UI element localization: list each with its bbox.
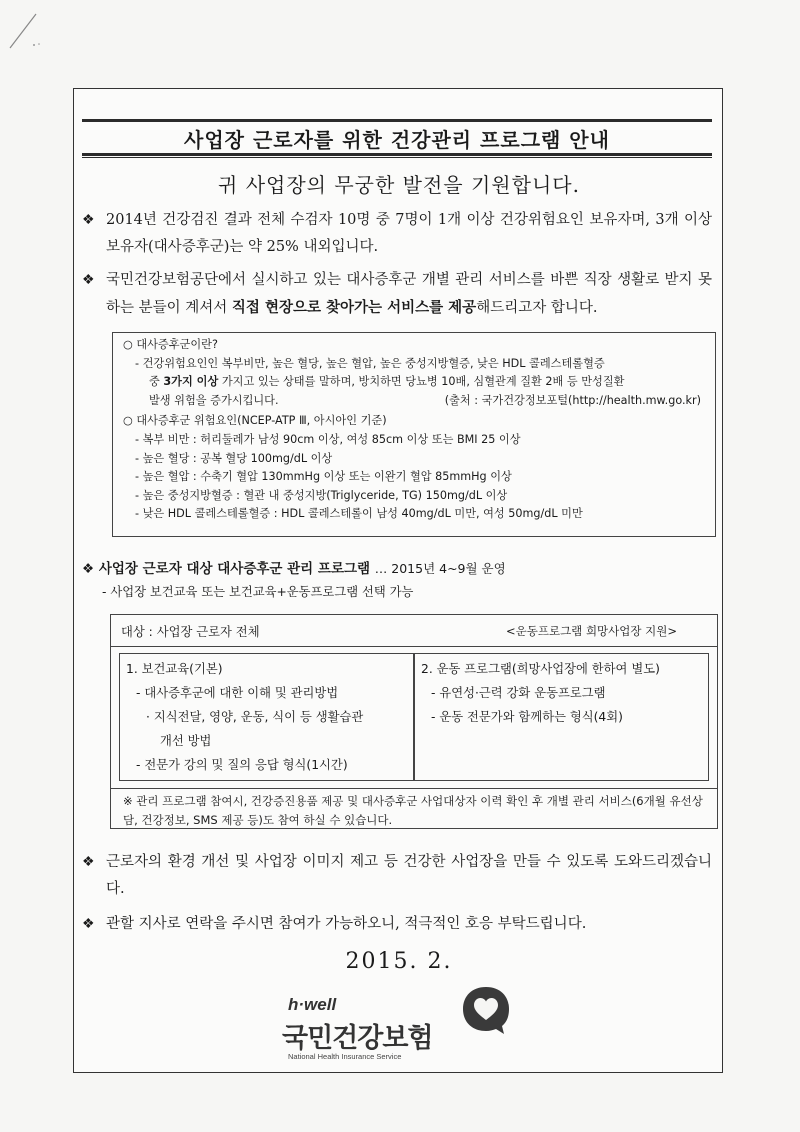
bullet-icon: ❖ [82,212,95,228]
program-period: … 2015년 4~9월 운영 [374,561,506,576]
closing-bullet-1 [82,849,712,903]
program-subtitle: - 사업장 보건교육 또는 보건교육+운동프로그램 선택 가능 [102,585,414,599]
info-q1-line-1: - 건강위험요인인 복부비만, 높은 혈당, 높은 혈압, 높은 중성지방혈증, 낮은 HDL 콜레스테롤혈증 [135,356,605,370]
edu-line: · 지식전달, 영양, 운동, 식이 등 생활습관 [146,710,364,724]
info-q1-line-2 [123,373,707,392]
title-banner [82,119,712,159]
exercise-line: - 운동 전문가와 함께하는 형식(4회) [431,710,623,724]
title-bottom-rule [82,153,712,156]
edu-line: - 전문가 강의 및 질의 응답 형식(1시간) [136,758,348,772]
intro-bullet-1 [82,207,712,261]
heart-speech-bubble-icon [460,984,512,1036]
logo-name: 국민건강보험 [282,1023,433,1054]
bullet-icon: ❖ [82,272,95,288]
risk-item: - 높은 혈당 : 공복 혈당 100mg/dL 이상 [135,451,333,465]
title-top-rule [82,119,712,122]
intro-text-1: 2014년 건강검진 결과 전체 수검자 10명 중 7명이 1개 이상 건강위험요인 보유자며, 3개 이상 보유자(대사증후군)는 약 25% 내외입니다. [106,212,712,255]
issue-date: 2015. 2. [345,949,453,974]
title-bottom-thin-rule [82,157,712,158]
logo-english: National Health Insurance Service [288,1052,402,1061]
bullet-icon: ❖ [82,854,95,870]
info-q1-line-2a: 중 [149,375,164,389]
logo-brand: h·well [288,995,337,1014]
program-box [110,614,718,829]
closing-text-2: 관할 지사로 연락을 주시면 참여가 가능하오니, 적극적인 호응 부탁드립니다. [106,916,587,932]
greeting: 귀 사업장의 무궁한 발전을 기원합니다. [218,173,580,197]
risk-item: - 높은 중성지방혈증 : 혈관 내 중성지방(Triglyceride, TG) 150mg/dL 이상 [135,488,508,502]
bullet-icon: ❖ [82,561,95,577]
info-q2: ○ 대사증후군 위험요인(NCEP-ATP Ⅲ, 아시아인 기준) [123,414,387,428]
info-q1: ○ 대사증후군이란? [123,338,218,351]
program-heading [82,557,506,577]
edu-line: 개선 방법 [160,734,212,748]
scan-mark [8,10,42,50]
intro-bullet-2 [82,267,712,322]
info-q1-line-2c: 가지고 있는 상태를 말하며, 방치하면 당뇨병 10배, 심혈관계 질환 2배 등 만성질환 [218,375,625,389]
notice-page [73,88,723,1073]
intro-text-2 [106,267,712,322]
info-q1-line-3 [123,392,707,411]
exercise-line: - 유연성·근력 강화 운동프로그램 [431,686,606,700]
program-title: 사업장 근로자 대상 대사증후군 관리 프로그램 [98,561,371,577]
metabolic-info-box [112,332,716,537]
exercise-program-panel [414,653,709,781]
edu-line: - 대사증후군에 대한 이해 및 관리방법 [136,686,339,700]
exercise-title: 2. 운동 프로그램(희망사업장에 한하여 별도) [421,662,660,676]
program-footnote: ※ 관리 프로그램 참여시, 건강증진용품 제공 및 대사증후군 사업대상자 이력 확인 후 개별 관리 서비스(6개월 유선상담, 건강정보, SMS 제공 등)도 참여 하실 수 있습니다. [111,788,717,828]
nhis-logo [282,984,528,1069]
risk-item: - 낮은 HDL 콜레스테롤혈증 : HDL 콜레스테롤이 남성 40mg/dL 미만, 여성 50mg/dL 미만 [135,507,583,521]
closing-text-1: 근로자의 환경 개선 및 사업장 이미지 제고 등 건강한 사업장을 만들 수 있도록 도와드리겠습니다. [106,854,712,897]
intro-text-2-emphasis: 직접 현장으로 찾아가는 서비스를 제공 [231,299,477,316]
bullet-icon: ❖ [82,916,95,932]
program-target: 대상 : 사업장 근로자 전체 [121,625,260,639]
page-title: 사업장 근로자를 위한 건강관리 프로그램 안내 [184,128,610,152]
risk-item: - 높은 혈압 : 수축기 혈압 130mmHg 이상 또는 이완기 혈압 85mmHg 이상 [135,470,512,484]
risk-item: - 복부 비만 : 허리둘레가 남성 90cm 이상, 여성 85cm 이상 또는 BMI 25 이상 [135,432,521,446]
health-education-panel [119,653,414,781]
intro-text-2a: 국민건강보험공단에서 실시하고 있는 대사증후군 개별 관리 서비스를 바쁜 직장 생활로 받지 못하는 분들이 계셔서 [106,272,712,316]
program-target-row [111,615,717,647]
info-q1-line-3-text: 발생 위험을 증가시킵니다. [149,393,279,407]
intro-text-2c: 해드리고자 합니다. [476,300,598,316]
info-source: (출처 : 국가건강정보포털(http://health.mw.go.kr) [444,393,701,407]
info-q1-emphasis: 3가지 이상 [163,375,219,389]
edu-title: 1. 보건교육(기본) [126,662,223,676]
program-support-note: <운동프로그램 희망사업장 지원> [506,624,677,638]
closing-bullet-2 [82,911,712,938]
